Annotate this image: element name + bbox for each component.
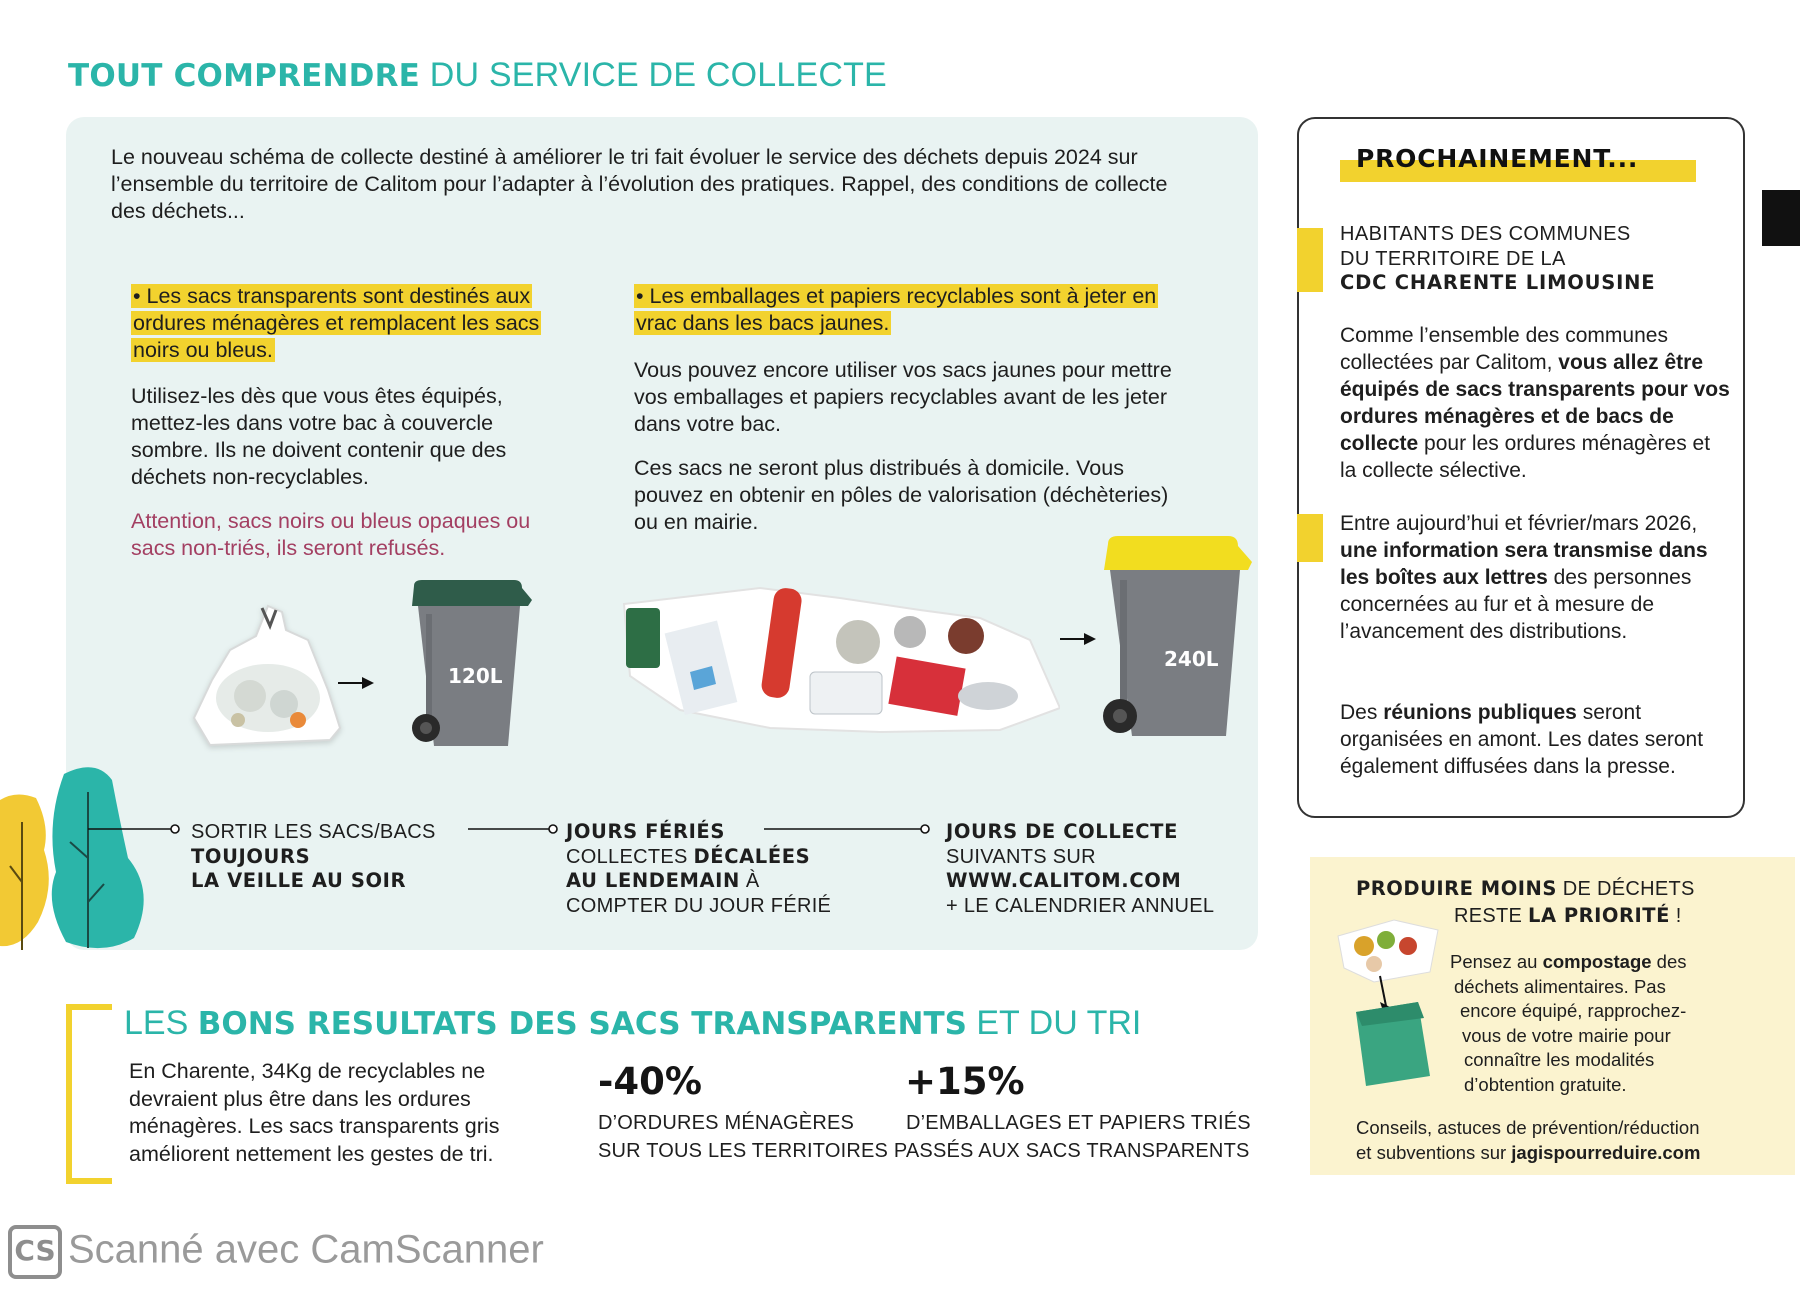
tree-icon: [0, 762, 150, 952]
stat-emballages-value: +15%: [905, 1060, 1025, 1103]
trash-bin-icon: [408, 580, 532, 756]
prevention-footer: Conseils, astuces de prévention/réduction et subventions sur jagispourreduire.com: [1356, 1117, 1701, 1163]
trash-bin-icon: [1098, 536, 1252, 746]
intro-text: Le nouveau schéma de collecte destiné à améliorer le tri fait évoluer le service des déchets depuis 2024 sur l’ensemble du territoire de Calitom pour l’adapter à l’évolution des pratiques. Rappel, des conditions de collecte des déchets...: [111, 145, 1168, 223]
bin-120-label: 120L: [448, 664, 503, 688]
prochainement-title: PROCHAINEMENT...: [1340, 144, 1696, 182]
page-edge-mark: [1762, 190, 1800, 246]
page-title: TOUT COMPRENDRE DU SERVICE DE COLLECTE: [68, 56, 887, 94]
right-body-2: Ces sacs ne seront plus distribués à domicile. Vous pouvez en obtenir en pôles de valorisation (déchèteries) ou en mairie.: [634, 456, 1169, 534]
sidebar-paragraph-3: Des réunions publiques seront organisées en amont. Les dates seront également diffusées dans la presse.: [1340, 701, 1704, 778]
camscanner-logo-icon: CS: [8, 1225, 62, 1279]
compost-bin-icon: [1334, 916, 1446, 1096]
stat-shared-label: SUR TOUS LES TERRITOIRES PASSÉS AUX SACS TRANSPARENTS: [598, 1140, 1250, 1162]
right-body-1: Vous pouvez encore utiliser vos sacs jaunes pour mettre vos emballages et papiers recyclables avant de les jeter dans votre bac.: [634, 358, 1172, 436]
stat-ordures-label: D’ORDURES MÉNAGÈRES: [598, 1112, 855, 1134]
stat-ordures-value: -40%: [598, 1060, 702, 1103]
prevention-heading: PRODUIRE MOINS DE DÉCHETS RESTE LA PRIORITÉ !: [1356, 877, 1695, 927]
arrow-right-icon: [1060, 632, 1096, 646]
prevention-text: Pensez au compostage des déchets alimentaires. Pas encore équipé, rapprochez- vous de votre mairie pour connaître les modalités d’obtention gratuite.: [1450, 951, 1687, 1095]
side-marker: [1297, 514, 1323, 562]
calitom-link[interactable]: WWW.CALITOM.COM: [946, 869, 1182, 892]
stat-emballages-label: D’EMBALLAGES ET PAPIERS TRIÉS: [906, 1112, 1251, 1134]
arrow-right-icon: [338, 676, 374, 690]
right-highlight: • Les emballages et papiers recyclables sont à jeter en vrac dans les bacs jaunes.: [636, 284, 1157, 335]
results-title: LES BONS RESULTATS DES SACS TRANSPARENTS ET DU TRI: [124, 1004, 1142, 1042]
left-highlight: • Les sacs transparents sont destinés aux ordures ménagères et remplacent les sacs noirs ou bleus.: [133, 284, 540, 362]
step-holidays: JOURS FÉRIÉS COLLECTES DÉCALÉES AU LENDEMAIN À COMPTER DU JOUR FÉRIÉ: [566, 820, 832, 917]
sidebar-paragraph-1: Comme l’ensemble des communes collectées par Calitom, vous allez être équipés de sacs transparents pour vos ordures ménagères et de bacs de collecte pour les ordures ménagères et la collecte sélective.: [1340, 324, 1730, 482]
step-collection-days: JOURS DE COLLECTE SUIVANTS SUR WWW.CALITOM.COM + LE CALENDRIER ANNUEL: [946, 820, 1215, 917]
recyclables-icon: [620, 580, 1060, 750]
left-warning: Attention, sacs noirs ou bleus opaques ou sacs non-triés, ils seront refusés.: [131, 509, 531, 560]
bin-240-label: 240L: [1164, 647, 1219, 671]
results-body: En Charente, 34Kg de recyclables ne devraient plus être dans les ordures ménagères. Les sacs transparents gris améliorent nettement les gestes de tri.: [129, 1059, 500, 1166]
jagispourreduire-link[interactable]: jagispourreduire.com: [1511, 1141, 1701, 1163]
side-marker: [1297, 228, 1323, 292]
step-evening: SORTIR LES SACS/BACS TOUJOURS LA VEILLE AU SOIR: [191, 821, 436, 892]
plastic-bag-icon: [190, 600, 350, 750]
sidebar-paragraph-2: Entre aujourd’hui et février/mars 2026, une information sera transmise dans les boîtes aux lettres des personnes concernées au fur et à mesure de l’avancement des distributions.: [1340, 512, 1708, 643]
left-body: Utilisez-les dès que vous êtes équipés, mettez-les dans votre bac à couvercle sombre. Ils ne doivent contenir que des déchets non-recyclables.: [131, 384, 507, 489]
results-bracket: [66, 1004, 112, 1184]
camscanner-watermark: CS Scanné avec CamScanner: [8, 1225, 544, 1279]
audience-text: HABITANTS DES COMMUNES DU TERRITOIRE DE LA CDC CHARENTE LIMOUSINE: [1340, 223, 1656, 294]
